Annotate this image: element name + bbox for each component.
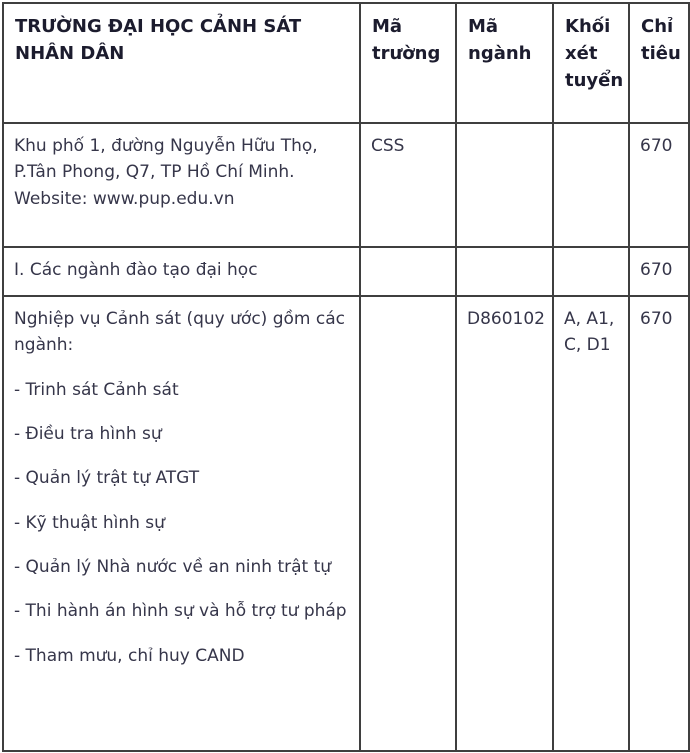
program-line: Nghiệp vụ Cảnh sát (quy ước) gồm các ngành: bbox=[14, 309, 345, 356]
cell-empty bbox=[360, 296, 456, 751]
cell-khoi-xet-tuyen: A, A1, C, D1 bbox=[553, 296, 629, 751]
column-header-ma-truong: Mã trường bbox=[360, 3, 456, 123]
cell-program-description bbox=[3, 296, 360, 751]
program-line: - Thi hành án hình sự và hỗ trợ tư pháp bbox=[14, 601, 347, 622]
cell-ma-nganh: D860102 bbox=[456, 296, 553, 751]
table-header-row bbox=[3, 3, 689, 123]
program-line: - Trinh sát Cảnh sát bbox=[14, 379, 179, 400]
program-line: - Quản lý Nhà nước về an ninh trật tự bbox=[14, 557, 332, 578]
cell-empty bbox=[456, 247, 553, 296]
program-line: - Tham mưu, chỉ huy CAND bbox=[14, 645, 245, 666]
cell-ma-truong: CSS bbox=[360, 123, 456, 247]
column-header-ma-nganh: Mã ngành bbox=[456, 3, 553, 123]
cell-chi-tieu: 670 bbox=[629, 123, 689, 247]
program-line: - Điều tra hình sự bbox=[14, 424, 162, 445]
header-school-name: TRƯỜNG ĐẠI HỌC CẢNH SÁT NHÂN DÂN bbox=[3, 3, 360, 123]
cell-school-address: Khu phố 1, đường Nguyễn Hữu Thọ, P.Tân Phong, Q7, TP Hồ Chí Minh. Website: www.pup.edu.vn bbox=[3, 123, 360, 247]
cell-empty bbox=[360, 247, 456, 296]
program-line: - Quản lý trật tự ATGT bbox=[14, 468, 200, 489]
cell-section-title: I. Các ngành đào tạo đại học bbox=[3, 247, 360, 296]
cell-chi-tieu: 670 bbox=[629, 296, 689, 751]
cell-empty bbox=[456, 123, 553, 247]
column-header-chi-tieu: Chỉ tiêu bbox=[629, 3, 689, 123]
cell-chi-tieu: 670 bbox=[629, 247, 689, 296]
table-row-section bbox=[3, 247, 689, 296]
cell-empty bbox=[553, 123, 629, 247]
admissions-table bbox=[2, 2, 690, 752]
program-line: - Kỹ thuật hình sự bbox=[14, 512, 165, 533]
table-row-address bbox=[3, 123, 689, 247]
column-header-khoi-xet-tuyen: Khối xét tuyển bbox=[553, 3, 629, 123]
cell-empty bbox=[553, 247, 629, 296]
table-row-program bbox=[3, 296, 689, 751]
